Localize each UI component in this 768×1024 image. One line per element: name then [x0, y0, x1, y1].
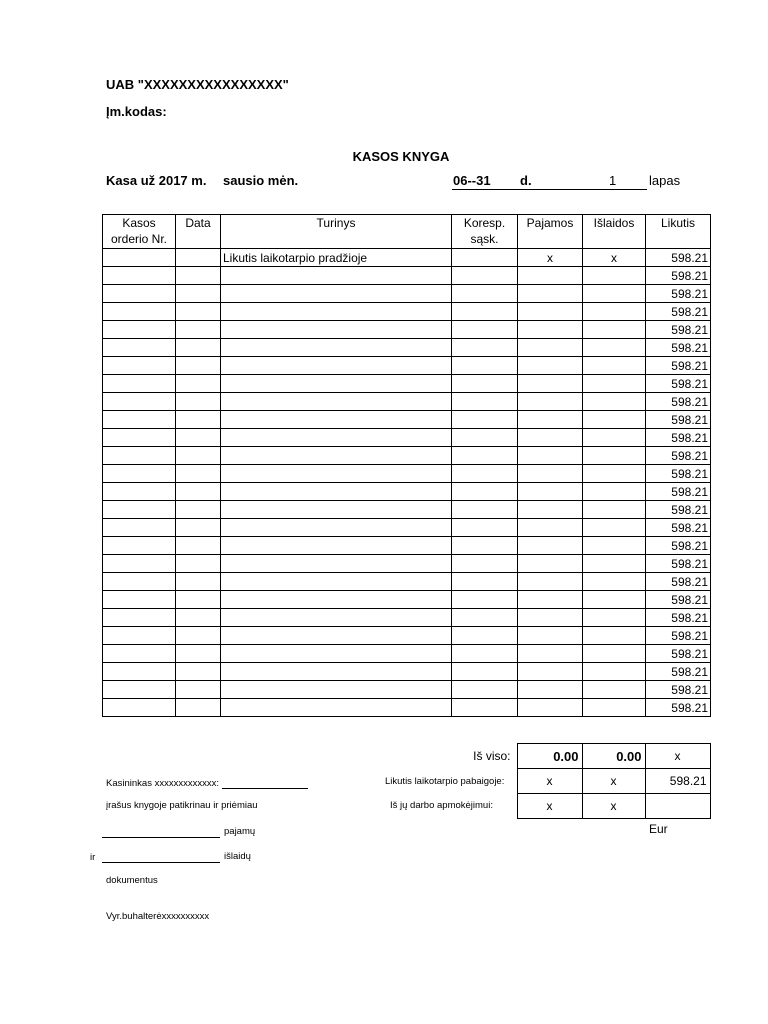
cell-expense[interactable] — [583, 573, 646, 591]
cell-income[interactable] — [518, 447, 583, 465]
expense-docs-line[interactable] — [102, 852, 220, 863]
cell-date[interactable] — [176, 285, 221, 303]
cell-content[interactable] — [221, 321, 452, 339]
income-docs-label: pajamų — [224, 826, 256, 837]
period-month: sausio mėn. — [223, 173, 299, 188]
cell-order[interactable] — [103, 429, 176, 447]
cell-content[interactable] — [221, 375, 452, 393]
col-koresp-header — [452, 215, 518, 249]
cell-order[interactable] — [103, 681, 176, 699]
cell-content[interactable] — [221, 663, 452, 681]
cell-koresp[interactable] — [452, 447, 518, 465]
table-row — [103, 357, 711, 375]
col-koresp-header-line2: sąsk. — [470, 232, 499, 246]
cell-income[interactable] — [518, 663, 583, 681]
cell-order[interactable] — [103, 663, 176, 681]
table-row — [103, 411, 711, 429]
accountant-label: Vyr.buhalterėxxxxxxxxxx — [106, 911, 210, 922]
cell-koresp[interactable] — [452, 627, 518, 645]
cell-balance[interactable]: 598.21 — [646, 321, 711, 339]
cell-date[interactable] — [176, 249, 221, 267]
cell-date[interactable] — [176, 339, 221, 357]
cell-balance[interactable]: 598.21 — [646, 501, 711, 519]
cell-expense[interactable] — [583, 519, 646, 537]
table-row — [103, 627, 711, 645]
cell-order[interactable] — [103, 483, 176, 501]
cell-content[interactable] — [221, 555, 452, 573]
cell-expense[interactable] — [583, 465, 646, 483]
ir-label: ir — [90, 852, 96, 863]
cell-date[interactable] — [176, 537, 221, 555]
col-date-header: Data — [176, 215, 221, 249]
cell-koresp[interactable] — [452, 411, 518, 429]
document-title: KASOS KNYGA — [352, 149, 450, 164]
cell-income[interactable] — [518, 519, 583, 537]
cell-content[interactable] — [221, 303, 452, 321]
cell-date[interactable] — [176, 411, 221, 429]
cell-balance[interactable]: 598.21 — [646, 375, 711, 393]
cell-date[interactable] — [176, 303, 221, 321]
table-row — [103, 609, 711, 627]
table-row — [103, 483, 711, 501]
cell-order[interactable] — [103, 375, 176, 393]
col-order-header-line2: orderio Nr. — [110, 232, 168, 246]
table-row — [103, 429, 711, 447]
cell-order[interactable] — [103, 285, 176, 303]
cell-balance[interactable]: 598.21 — [646, 285, 711, 303]
cell-balance[interactable]: 598.21 — [646, 681, 711, 699]
cell-income[interactable] — [518, 285, 583, 303]
cell-balance[interactable]: 598.21 — [646, 555, 711, 573]
cell-content[interactable] — [221, 267, 452, 285]
cell-income[interactable] — [518, 501, 583, 519]
cell-order[interactable] — [103, 393, 176, 411]
cell-balance[interactable]: 598.21 — [646, 645, 711, 663]
cashier-signature-line[interactable] — [222, 778, 308, 789]
cell-date[interactable] — [176, 483, 221, 501]
salary-label: Iš jų darbo apmokėjimui: — [390, 800, 493, 811]
table-row — [103, 249, 711, 267]
documents-label: dokumentus — [106, 875, 158, 886]
table-row — [103, 663, 711, 681]
table-row — [103, 537, 711, 555]
cell-income[interactable] — [518, 375, 583, 393]
table-row — [103, 285, 711, 303]
cell-koresp[interactable] — [452, 339, 518, 357]
cell-expense[interactable] — [583, 483, 646, 501]
cell-date[interactable] — [176, 555, 221, 573]
cell-order[interactable] — [103, 627, 176, 645]
company-code-label: Įm.kodas: — [106, 104, 167, 119]
cell-content[interactable] — [221, 519, 452, 537]
cell-date[interactable] — [176, 357, 221, 375]
table-row — [103, 645, 711, 663]
cell-koresp[interactable] — [452, 555, 518, 573]
cell-koresp[interactable] — [452, 501, 518, 519]
end-income: x — [517, 769, 582, 794]
cell-expense[interactable] — [583, 663, 646, 681]
cell-income[interactable] — [518, 483, 583, 501]
cell-expense[interactable] — [583, 303, 646, 321]
cell-content[interactable] — [221, 465, 452, 483]
cell-koresp[interactable] — [452, 465, 518, 483]
cell-order[interactable] — [103, 573, 176, 591]
cell-income[interactable] — [518, 645, 583, 663]
cell-content[interactable] — [221, 645, 452, 663]
cell-income[interactable] — [518, 573, 583, 591]
table-row — [103, 465, 711, 483]
cell-income[interactable] — [518, 681, 583, 699]
cell-income[interactable] — [518, 465, 583, 483]
cell-balance[interactable]: 598.21 — [646, 537, 711, 555]
total-income: 0.00 — [517, 744, 582, 769]
cell-content[interactable] — [221, 429, 452, 447]
cell-balance[interactable]: 598.21 — [646, 465, 711, 483]
cell-balance[interactable]: 598.21 — [646, 429, 711, 447]
cell-date[interactable] — [176, 699, 221, 717]
cell-income[interactable] — [518, 411, 583, 429]
cashier-label: Kasininkas xxxxxxxxxxxxx: — [106, 778, 219, 789]
cell-balance[interactable]: 598.21 — [646, 663, 711, 681]
cell-date[interactable] — [176, 627, 221, 645]
cell-koresp[interactable] — [452, 681, 518, 699]
cell-income[interactable] — [518, 339, 583, 357]
table-row — [103, 501, 711, 519]
cell-income[interactable] — [518, 303, 583, 321]
cell-balance[interactable]: 598.21 — [646, 699, 711, 717]
cell-expense[interactable] — [583, 267, 646, 285]
cell-order[interactable] — [103, 447, 176, 465]
cell-order[interactable] — [103, 267, 176, 285]
cell-koresp[interactable] — [452, 375, 518, 393]
cell-content[interactable] — [221, 609, 452, 627]
cell-koresp[interactable] — [452, 267, 518, 285]
cell-balance[interactable]: 598.21 — [646, 627, 711, 645]
cell-order[interactable] — [103, 357, 176, 375]
cell-content[interactable] — [221, 537, 452, 555]
table-row — [103, 303, 711, 321]
cell-order[interactable] — [103, 339, 176, 357]
cell-order[interactable] — [103, 699, 176, 717]
cell-date[interactable] — [176, 609, 221, 627]
salary-balance — [645, 794, 710, 819]
col-koresp-header-line1: Koresp. — [463, 216, 506, 230]
page-number: 1 — [609, 173, 617, 188]
cell-order[interactable] — [103, 411, 176, 429]
cell-date[interactable] — [176, 645, 221, 663]
cell-content[interactable] — [221, 483, 452, 501]
cell-order[interactable] — [103, 321, 176, 339]
expense-docs-label: išlaidų — [224, 851, 251, 862]
salary-income: x — [517, 794, 582, 819]
cell-balance[interactable]: 598.21 — [646, 573, 711, 591]
table-row — [103, 321, 711, 339]
period-day-label: d. — [520, 173, 532, 188]
cell-order[interactable] — [103, 501, 176, 519]
cell-content[interactable] — [221, 573, 452, 591]
table-row — [103, 591, 711, 609]
cell-date[interactable] — [176, 663, 221, 681]
cell-expense[interactable] — [583, 681, 646, 699]
cell-income[interactable] — [518, 429, 583, 447]
cell-content[interactable] — [221, 357, 452, 375]
cell-date[interactable] — [176, 681, 221, 699]
currency-label: Eur — [649, 822, 668, 836]
cell-date[interactable] — [176, 393, 221, 411]
cell-content[interactable] — [221, 699, 452, 717]
cell-balance[interactable]: 598.21 — [646, 249, 711, 267]
cell-content[interactable] — [221, 681, 452, 699]
end-balance: 598.21 — [645, 769, 710, 794]
cell-order[interactable] — [103, 555, 176, 573]
cell-expense[interactable] — [583, 591, 646, 609]
cell-expense[interactable] — [583, 447, 646, 465]
cell-koresp[interactable] — [452, 663, 518, 681]
cell-content[interactable] — [221, 447, 452, 465]
cell-date[interactable] — [176, 573, 221, 591]
end-balance-label: Likutis laikotarpio pabaigoje: — [385, 776, 505, 787]
cell-koresp[interactable] — [452, 537, 518, 555]
cell-income[interactable] — [518, 591, 583, 609]
cell-balance[interactable]: 598.21 — [646, 447, 711, 465]
total-label: Iš viso: — [451, 744, 517, 769]
cell-income[interactable] — [518, 357, 583, 375]
cell-balance[interactable]: 598.21 — [646, 483, 711, 501]
company-name: UAB "XXXXXXXXXXXXXXXX" — [106, 77, 289, 92]
cell-order[interactable] — [103, 519, 176, 537]
cell-expense[interactable] — [583, 393, 646, 411]
col-balance-header: Likutis — [646, 215, 711, 249]
cell-order[interactable] — [103, 609, 176, 627]
cell-koresp[interactable] — [452, 303, 518, 321]
cell-balance[interactable]: 598.21 — [646, 357, 711, 375]
cell-content[interactable] — [221, 285, 452, 303]
cell-expense[interactable] — [583, 285, 646, 303]
cell-income[interactable] — [518, 321, 583, 339]
cell-content[interactable] — [221, 591, 452, 609]
cell-koresp[interactable] — [452, 429, 518, 447]
cell-income[interactable]: x — [518, 249, 583, 267]
cell-date[interactable] — [176, 519, 221, 537]
check-label: įrašus knygoje patikrinau ir priėmiau — [106, 800, 258, 811]
total-balance: x — [645, 744, 710, 769]
table-header-row — [103, 215, 711, 249]
cell-expense[interactable] — [583, 321, 646, 339]
total-row — [451, 744, 710, 769]
cell-koresp[interactable] — [452, 645, 518, 663]
table-row — [103, 555, 711, 573]
cell-date[interactable] — [176, 429, 221, 447]
cell-balance[interactable]: 598.21 — [646, 393, 711, 411]
period-year: Kasa už 2017 m. — [106, 173, 207, 188]
cell-koresp[interactable] — [452, 249, 518, 267]
cell-content[interactable] — [221, 501, 452, 519]
col-income-header: Pajamos — [518, 215, 583, 249]
cell-order[interactable] — [103, 591, 176, 609]
cell-income[interactable] — [518, 267, 583, 285]
table-row — [103, 375, 711, 393]
cell-income[interactable] — [518, 627, 583, 645]
cell-content[interactable] — [221, 411, 452, 429]
table-row — [103, 339, 711, 357]
table-row — [103, 267, 711, 285]
cash-book-table — [102, 214, 711, 717]
cell-expense[interactable]: x — [583, 249, 646, 267]
table-row — [103, 447, 711, 465]
cell-content[interactable] — [221, 393, 452, 411]
cell-expense[interactable] — [583, 357, 646, 375]
period-date: 06--31 — [453, 173, 491, 188]
col-order-header — [103, 215, 176, 249]
cell-koresp[interactable] — [452, 609, 518, 627]
cell-order[interactable] — [103, 537, 176, 555]
table-row — [103, 393, 711, 411]
income-docs-line[interactable] — [102, 827, 220, 838]
cell-koresp[interactable] — [452, 699, 518, 717]
col-content-header: Turinys — [221, 215, 452, 249]
cell-expense[interactable] — [583, 609, 646, 627]
cell-expense[interactable] — [583, 339, 646, 357]
cell-content[interactable]: Likutis laikotarpio pradžioje — [221, 249, 452, 267]
cell-order[interactable] — [103, 249, 176, 267]
page-label: lapas — [649, 173, 681, 188]
cell-balance[interactable]: 598.21 — [646, 339, 711, 357]
cell-balance[interactable]: 598.21 — [646, 267, 711, 285]
cell-income[interactable] — [518, 699, 583, 717]
cell-koresp[interactable] — [452, 393, 518, 411]
cell-expense[interactable] — [583, 375, 646, 393]
cell-balance[interactable]: 598.21 — [646, 303, 711, 321]
table-row — [103, 699, 711, 717]
cell-expense[interactable] — [583, 699, 646, 717]
cell-order[interactable] — [103, 645, 176, 663]
cell-date[interactable] — [176, 375, 221, 393]
cell-koresp[interactable] — [452, 357, 518, 375]
cell-koresp[interactable] — [452, 285, 518, 303]
cell-expense[interactable] — [583, 645, 646, 663]
end-expense: x — [582, 769, 645, 794]
table-row — [103, 681, 711, 699]
cell-date[interactable] — [176, 267, 221, 285]
cell-order[interactable] — [103, 465, 176, 483]
table-row — [103, 519, 711, 537]
cell-date[interactable] — [176, 591, 221, 609]
cell-expense[interactable] — [583, 537, 646, 555]
cell-koresp[interactable] — [452, 483, 518, 501]
table-row — [103, 573, 711, 591]
cell-date[interactable] — [176, 321, 221, 339]
cell-koresp[interactable] — [452, 321, 518, 339]
cell-balance[interactable]: 598.21 — [646, 411, 711, 429]
cell-balance[interactable]: 598.21 — [646, 609, 711, 627]
cell-date[interactable] — [176, 447, 221, 465]
cell-koresp[interactable] — [452, 591, 518, 609]
cell-expense[interactable] — [583, 429, 646, 447]
cell-content[interactable] — [221, 339, 452, 357]
cell-expense[interactable] — [583, 555, 646, 573]
cell-expense[interactable] — [583, 411, 646, 429]
cell-expense[interactable] — [583, 627, 646, 645]
cell-income[interactable] — [518, 555, 583, 573]
cell-order[interactable] — [103, 303, 176, 321]
cell-expense[interactable] — [583, 501, 646, 519]
cell-income[interactable] — [518, 393, 583, 411]
cell-koresp[interactable] — [452, 573, 518, 591]
total-expense: 0.00 — [582, 744, 645, 769]
cell-content[interactable] — [221, 627, 452, 645]
cell-income[interactable] — [518, 609, 583, 627]
cell-koresp[interactable] — [452, 519, 518, 537]
col-expense-header: Išlaidos — [583, 215, 646, 249]
cell-date[interactable] — [176, 465, 221, 483]
salary-expense: x — [582, 794, 645, 819]
cell-balance[interactable]: 598.21 — [646, 591, 711, 609]
cell-balance[interactable]: 598.21 — [646, 519, 711, 537]
cell-date[interactable] — [176, 501, 221, 519]
cell-income[interactable] — [518, 537, 583, 555]
col-order-header-line1: Kasos — [122, 216, 156, 230]
